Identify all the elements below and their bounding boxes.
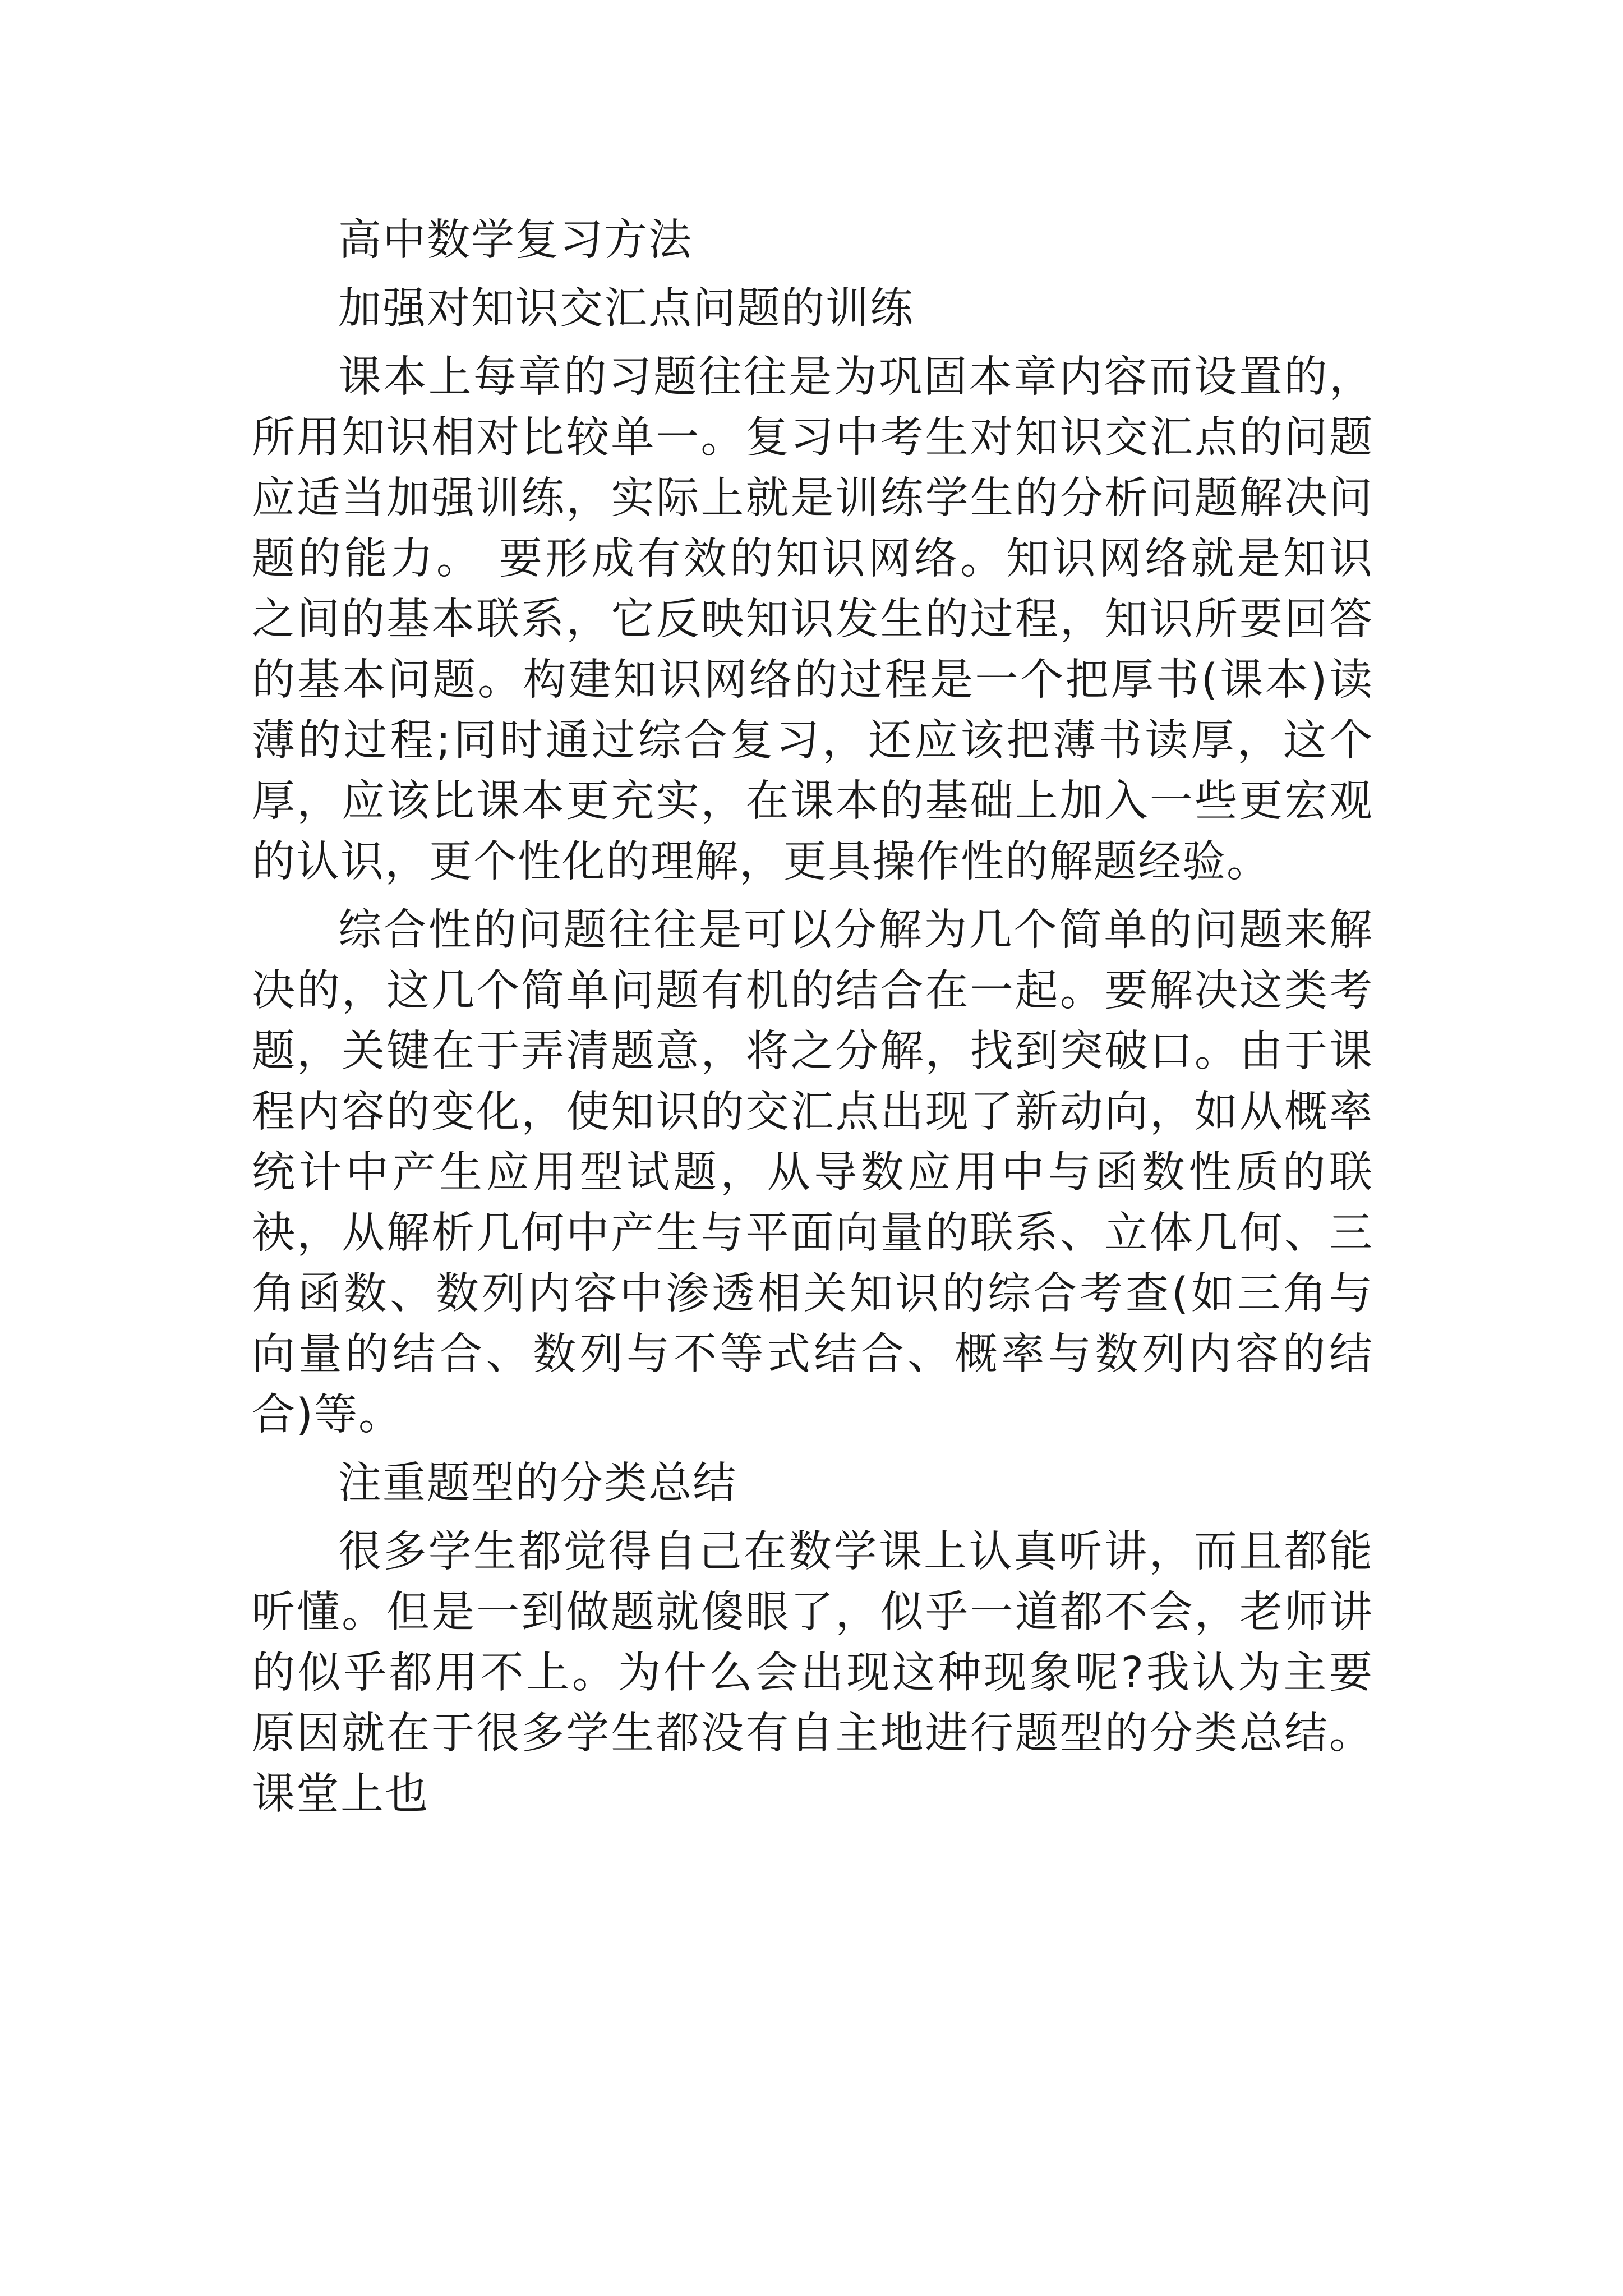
document-body	[252, 210, 1373, 1833]
paragraph: 课本上每章的习题往往是为巩固本章内容而设置的，所用知识相对比较单一。复习中考生对知识交汇点的问题应适当加强训练，实际上就是训练学生的分析问题解决问题的能力。 要形成有效的知识网络。知识网络就是知识之间的基本联系，它反映知识发生的过程，知识所要回答的基本问题。构建知识网络的过程是一个把厚书(课本)读薄的过程;同时通过综合复习，还应该把薄书读厚，这个厚，应该比课本更充实，在课本的基础上加入一些更宏观的认识，更个性化的理解，更具操作性的解题经验。	[252, 352, 1373, 887]
section-heading: 注重题型的分类总结	[338, 1458, 737, 1508]
paragraph: 综合性的问题往往是可以分解为几个简单的问题来解决的，这几个简单问题有机的结合在一起。要解决这类考题，关键在于弄清题意，将之分解，找到突破口。由于课程内容的变化，使知识的交汇点出现了新动向，如从概率统计中产生应用型试题，从导数应用中与函数性质的联袂，从解析几何中产生与平面向量的联系、立体几何、三角函数、数列内容中渗透相关知识的综合考查(如三角与向量的结合、数列与不等式结合、概率与数列内容的结合)等。	[252, 905, 1373, 1440]
section-heading: 加强对知识交汇点问题的训练	[338, 284, 914, 334]
document-title: 高中数学复习方法	[338, 215, 693, 265]
paragraph: 很多学生都觉得自己在数学课上认真听讲，而且都能听懂。但是一到做题就傻眼了，似乎一道都不会，老师讲的似乎都用不上。为什么会出现这种现象呢?我认为主要原因就在于很多学生都没有自主地进行题型的分类总结。课堂上也	[252, 1527, 1373, 1819]
